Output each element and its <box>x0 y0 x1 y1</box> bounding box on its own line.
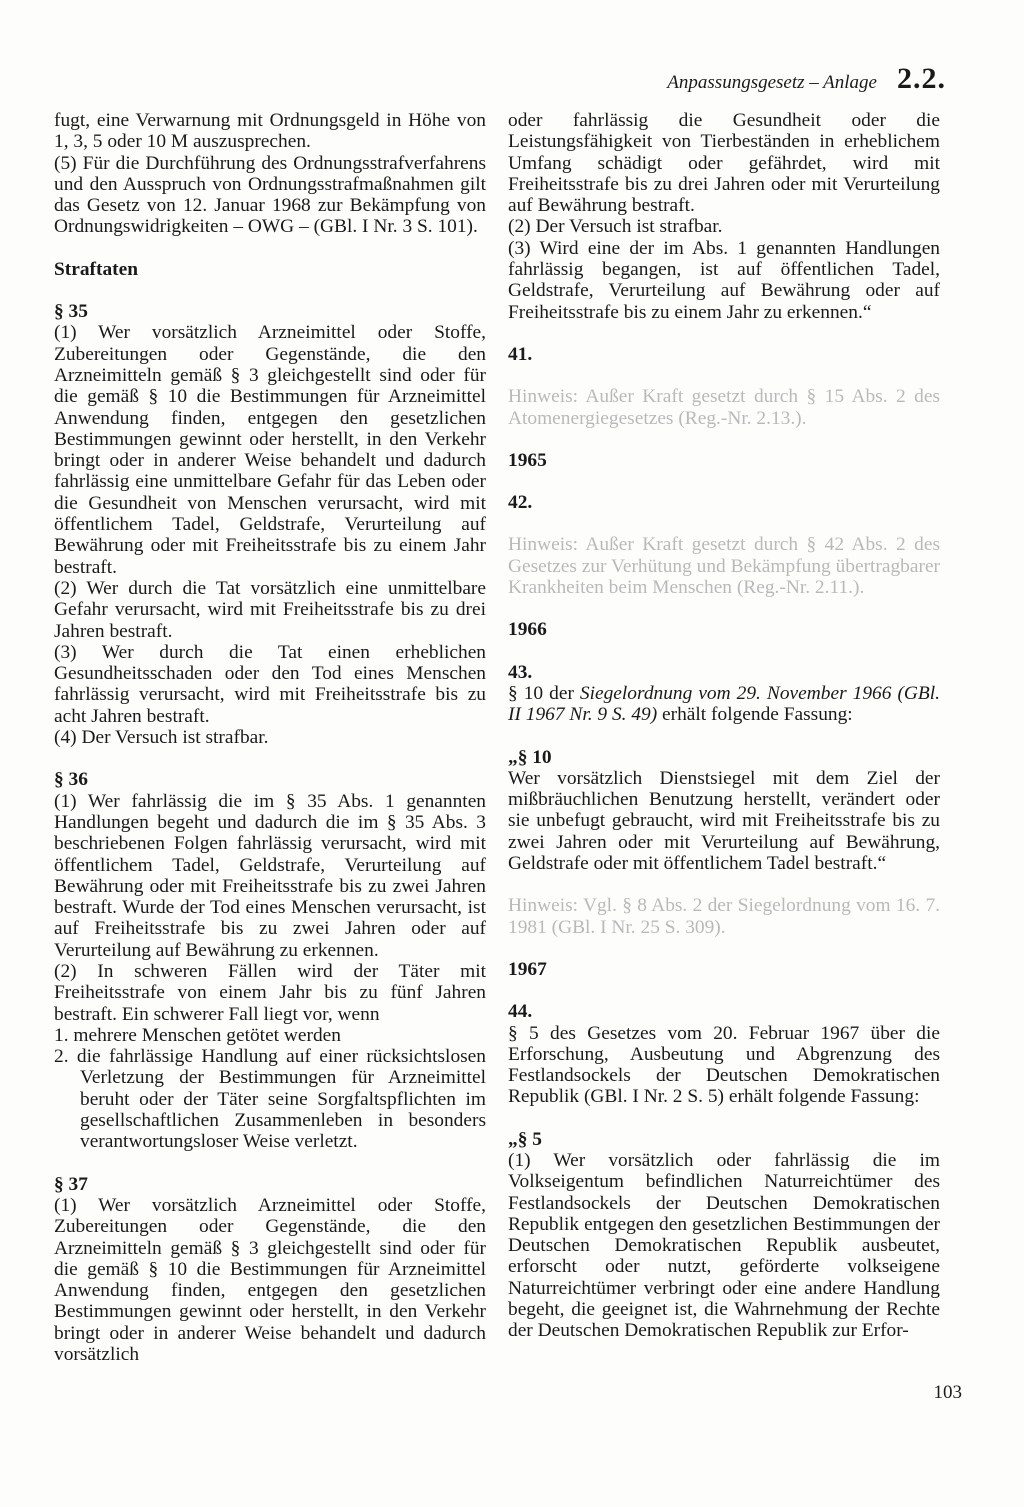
s36-list-item-2: 2. die fahrlässige Handlung auf einer rücksichtslosen Verletzung der Bestimmungen für Arzneimittel beruht oder der Täter seine Sorgfaltspflichten im gesellschaftlichen Zusammenleben in besonders verantwortungsloser Weise verletzt. <box>54 1046 486 1153</box>
page-header <box>667 62 946 96</box>
right-column <box>508 110 940 1342</box>
s35-paragraph-1: (1) Wer vorsätzlich Arzneimittel oder Stoffe, Zubereitungen oder Gegenstände, die den Arzneimitteln gemäß § 3 gleichgestellt sind oder für die gemäß § 10 die Bestimmungen für Arzneimittel Anwendung finden, entgegen den gesetzlichen Bestimmungen gewinnt oder herstellt, in den Verkehr bringt oder in anderer Weise behandelt und dadurch fahrlässig eine unmittelbare Gefahr für das Leben oder die Gesundheit von Menschen verursacht, wird mit öffentlichem Tadel, Geldstrafe, Verurteilung auf Bewährung oder mit Freiheitsstrafe bis zu einem Jahr bestraft. <box>54 322 486 578</box>
paragraph-5: (5) Für die Durchführung des Ordnungsstrafverfahrens und den Ausspruch von Ordnungsstrafmaßnahmen gilt das Gesetz von 12. Januar 1968 zur Bekämpfung von Ordnungswidrigkeiten – OWG – (GBl. I Nr. 3 S. 101). <box>54 152 486 238</box>
paragraph-continuation: fugt, eine Verwarnung mit Ordnungsgeld in Höhe von 1, 3, 5 oder 10 M auszusprechen. <box>54 110 486 153</box>
left-column <box>54 110 486 1365</box>
paragraph-continuation-right: oder fahrlässig die Gesundheit oder die Leistungsfähigkeit von Tierbeständen in erheblichem Umfang schädigt oder gefährdet, wird mit Freiheitsstrafe bis zu drei Jahren oder mit Verurteilung auf Bewährung bestraft. <box>508 110 940 217</box>
section-36-title: § 36 <box>54 769 88 791</box>
r-paragraph-2: (2) Der Versuch ist strafbar. <box>508 216 723 238</box>
section-5-text: (1) Wer vorsätzlich oder fahrlässig die im Volkseigentum befindlichen Naturreichtümer des Festlandsockels der Deutschen Demokratischen Republik entgegen den gesetzlichen Bestimmungen der Deutschen Demokratischen Republik ausbeutet, erforscht oder nutzt, geförderte volkseigene Naturreichtümer verbringt oder eine andere Handlung begeht, die geeignet ist, die Wahrnehmung der Rechte der Deutschen Demokratischen Republik zur Erfor- <box>508 1149 940 1342</box>
year-1965: 1965 <box>508 449 547 471</box>
page-number: 103 <box>933 1382 962 1403</box>
s36-paragraph-2: (2) In schweren Fällen wird der Täter mit Freiheitsstrafe von einem Jahr bis zu fünf Jahren bestraft. Ein schwerer Fall liegt vor, wenn <box>54 960 486 1025</box>
item-43-text: § 10 der Siegelordnung vom 29. November 1966 (GBl. II 1967 Nr. 9 S. 49) erhält folgende Fassung: <box>508 682 940 726</box>
section-35-title: § 35 <box>54 301 88 323</box>
section-5-title: „§ 5 <box>508 1128 542 1150</box>
hint-43: Hinweis: Vgl. § 8 Abs. 2 der Siegelordnung vom 16. 7. 1981 (GBl. I Nr. 25 S. 309). <box>508 895 940 938</box>
s35-paragraph-4: (4) Der Versuch ist strafbar. <box>54 727 269 749</box>
s36-list-item-1: 1. mehrere Menschen getötet werden <box>54 1024 341 1046</box>
year-1967: 1967 <box>508 958 547 980</box>
item-44: 44. <box>508 1001 533 1023</box>
year-1966: 1966 <box>508 619 547 641</box>
s36-paragraph-1: (1) Wer fahrlässig die im § 35 Abs. 1 genannten Handlungen begeht und dadurch die im § 35 Abs. 3 beschriebenen Folgen fahrlässig verursacht, wird mit öffentlichem Tadel, Geldstrafe, Verurteilung auf Bewährung oder mit Freiheitsstrafe bis zu zwei Jahren bestraft. Wurde der Tod eines Menschen verursacht, ist auf Freiheitsstrafe bis zu zwei Jahren oder auf Verurteilung auf Bewährung zu erkennen. <box>54 790 486 961</box>
hint-41: Hinweis: Außer Kraft gesetzt durch § 15 Abs. 2 des Atomenergiegesetzes (Reg.-Nr. 2.13.). <box>508 386 940 429</box>
section-37-title: § 37 <box>54 1173 88 1195</box>
s37-paragraph-1: (1) Wer vorsätzlich Arzneimittel oder Stoffe, Zubereitungen oder Gegenstände, die den Arzneimitteln gemäß § 3 gleichgestellt sind oder für die gemäß § 10 die Bestimmungen für Arzneimittel Anwendung finden, entgegen den gesetzlichen Bestimmungen gewinnt oder herstellt, in den Verkehr bringt oder in anderer Weise behandelt und dadurch vorsätzlich <box>54 1194 486 1366</box>
s35-paragraph-3: (3) Wer durch die Tat einen erheblichen Gesundheitsschaden oder den Tod eines Menschen fahrlässig verursacht, wird mit Freiheitsstrafe bis zu acht Jahren bestraft. <box>54 641 486 727</box>
item-44-text: § 5 des Gesetzes vom 20. Februar 1967 über die Erforschung, Ausbeutung und Abgrenzung des Festlandsockels der Deutschen Demokratischen Republik (GBl. I Nr. 2 S. 5) erhält folgende Fassung: <box>508 1022 940 1108</box>
r-paragraph-3: (3) Wird eine der im Abs. 1 genannten Handlungen fahrlässig begangen, ist auf öffentlichen Tadel, Geldstrafe, Verurteilung auf Bewährung oder auf Freiheitsstrafe bis zu einem Jahr zu erkennen.“ <box>508 237 940 323</box>
item-41: 41. <box>508 343 533 365</box>
section-10-title: „§ 10 <box>508 746 552 768</box>
section-10-text: Wer vorsätzlich Dienstsiegel mit dem Ziel der mißbräuchlichen Benutzung herstellt, verändert oder sie unbefugt gebraucht, wird mit Freiheitsstrafe bis zu zwei Jahren oder mit Verurteilung auf Bewährung, Geldstrafe oder mit öffentlichem Tadel bestraft.“ <box>508 767 940 875</box>
item-42: 42. <box>508 492 533 514</box>
item-43: 43. <box>508 661 533 683</box>
section-number: 2.2. <box>897 62 946 95</box>
heading-straftaten: Straftaten <box>54 258 139 280</box>
hint-42: Hinweis: Außer Kraft gesetzt durch § 42 Abs. 2 des Gesetzes zur Verhütung und Bekämpfung übertragbarer Krankheiten beim Menschen (Reg.-Nr. 2.11.). <box>508 534 941 599</box>
running-head: Anpassungsgesetz – Anlage <box>667 72 877 93</box>
s35-paragraph-2: (2) Wer durch die Tat vorsätzlich eine unmittelbare Gefahr verursacht, wird mit Freiheitsstrafe bis zu drei Jahren bestraft. <box>54 577 486 642</box>
